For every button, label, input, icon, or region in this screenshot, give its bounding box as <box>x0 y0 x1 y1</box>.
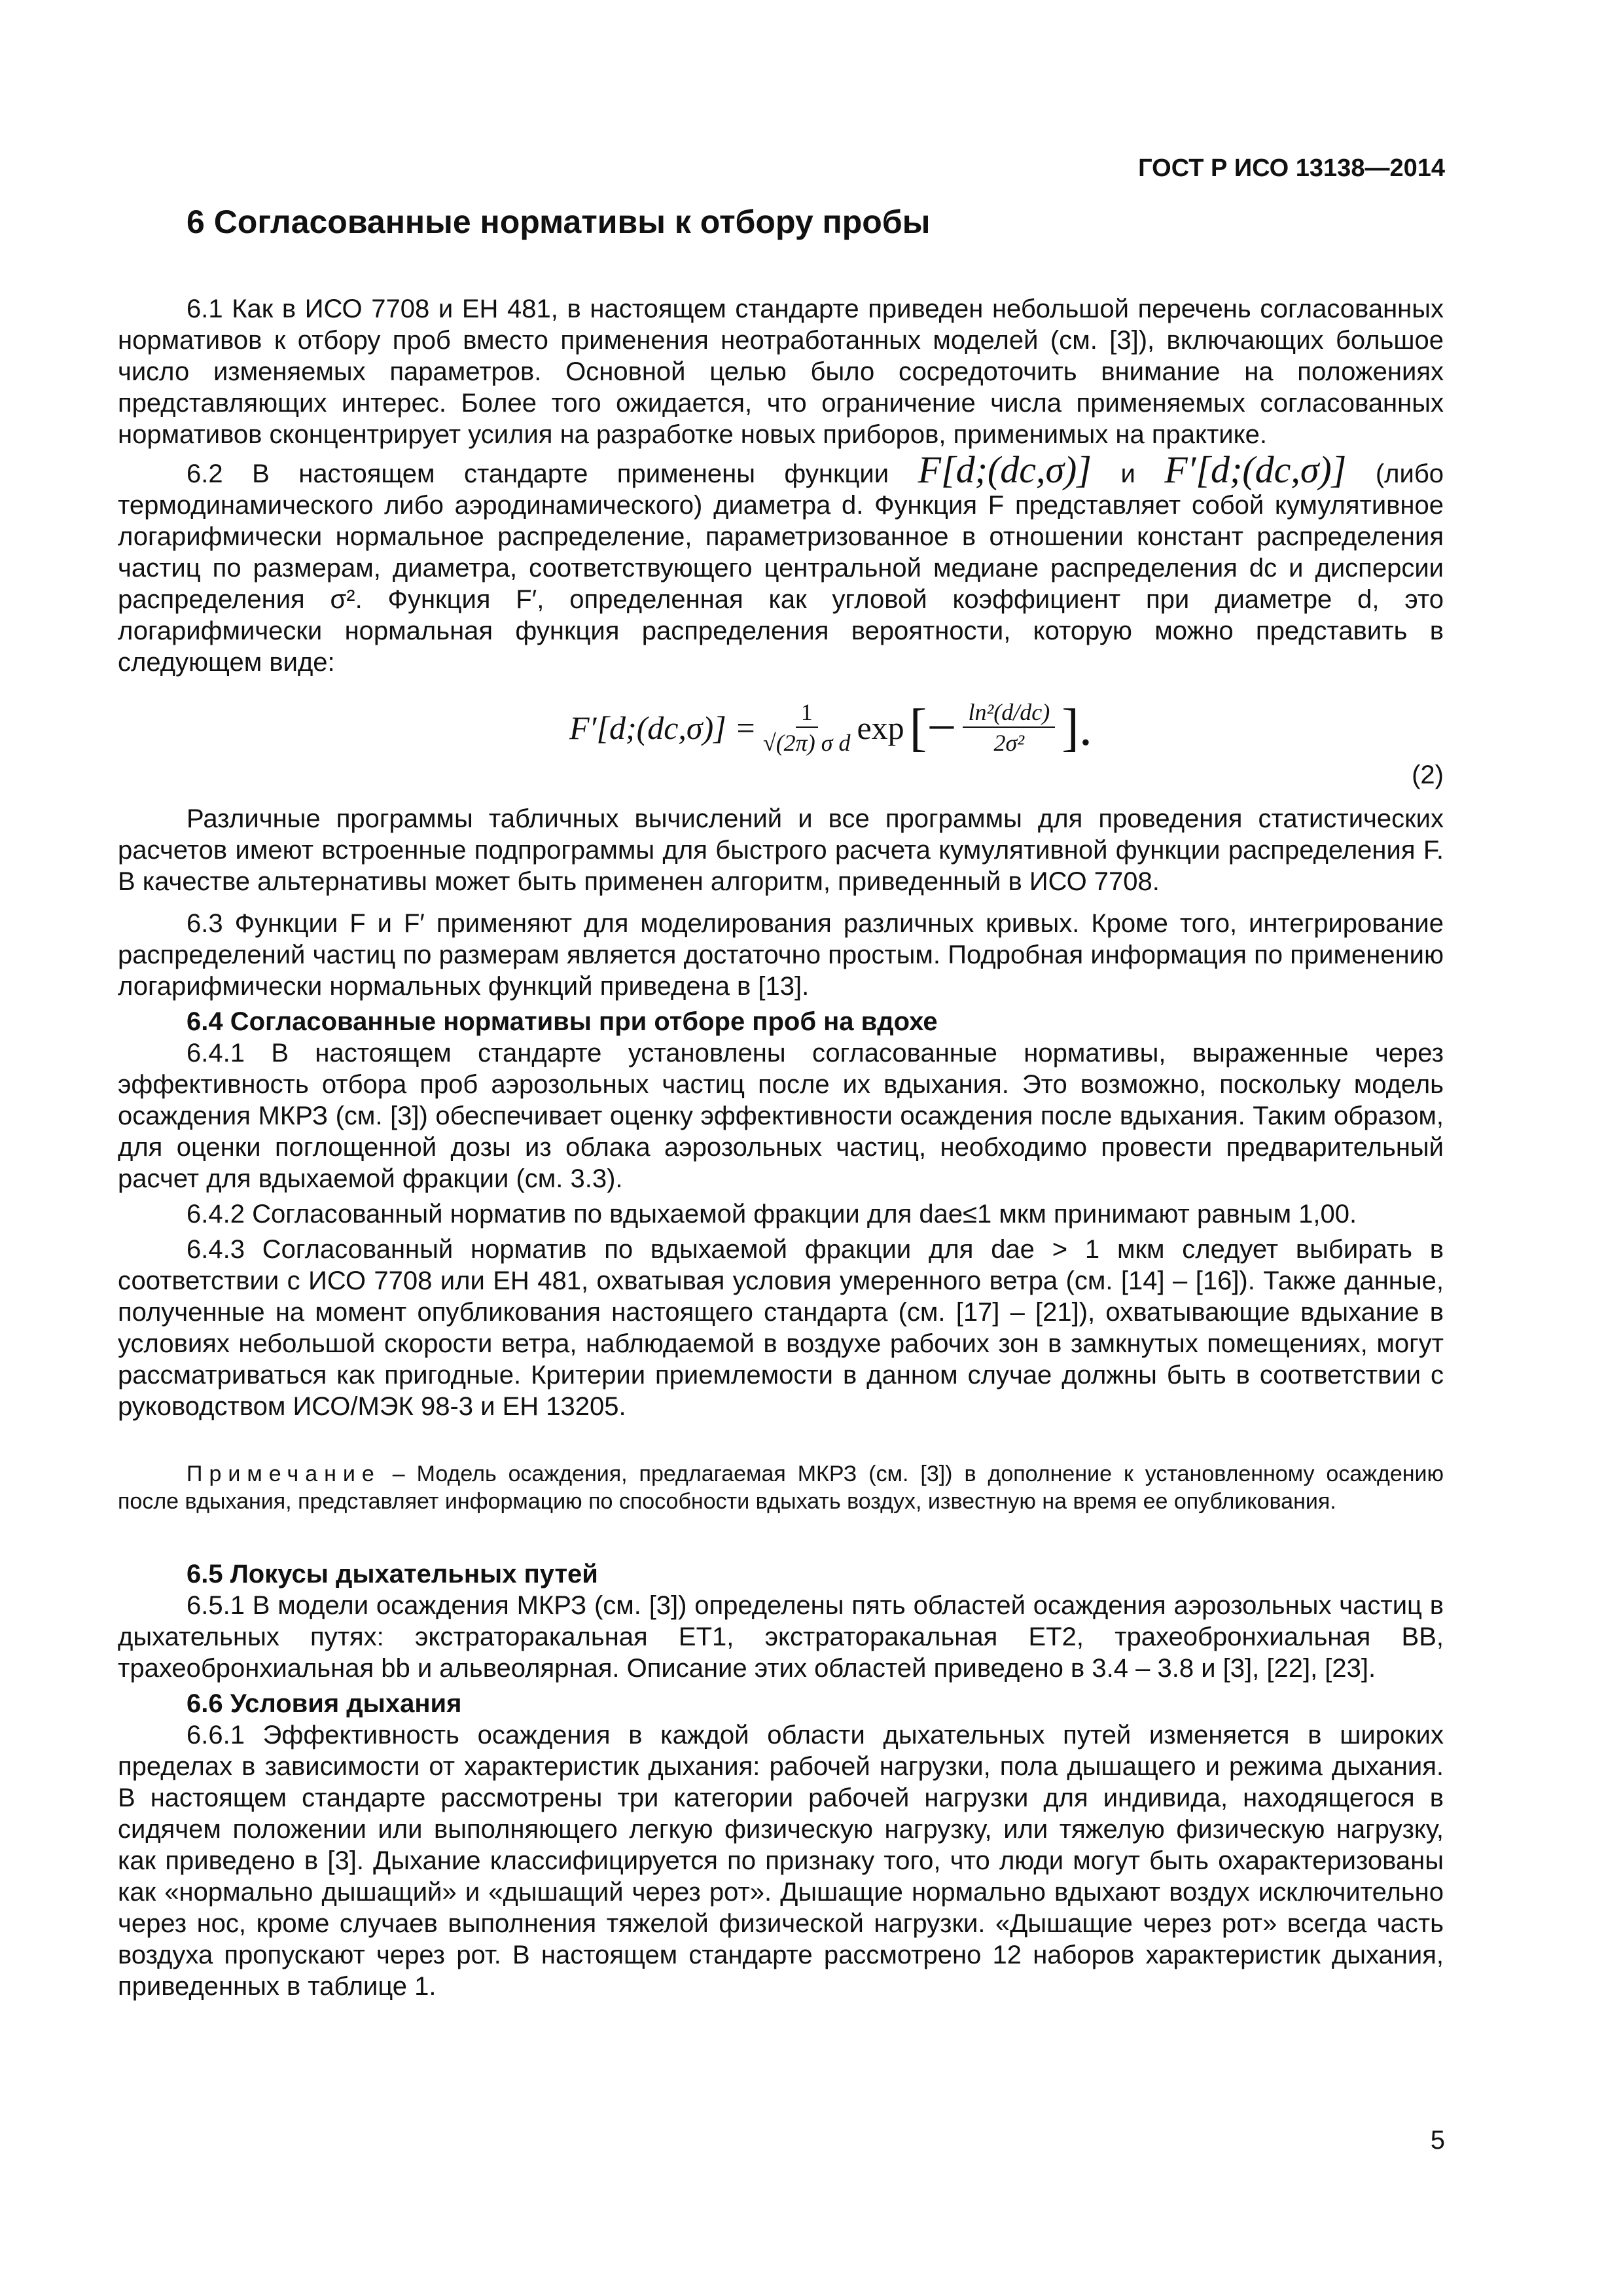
fraction-1-denominator: √(2π) σ d <box>762 730 851 756</box>
right-bracket: ]. <box>1061 698 1092 757</box>
paragraph-6-4-3: 6.4.3 Согласованный норматив по вдыхаемой фракции для dae > 1 мкм следует выбирать в соответствии с ИСО 7708 или ЕН 481, охватывая условия умеренного ветра (см. [14] – [16]). Также данные, полученные на момент опубликования настоящего стандарта (см. [17] – [21]), охватывающие вдыхание в условиях небольшой скорости ветра, наблюдаемой в воздухе рабочих зон в замкнутых помещениях, могут рассматриваться как пригодные. Критерии приемлемости в данном случае должны быть в соответствии с руководством ИСО/МЭК 98-3 и ЕН 13205. <box>118 1235 1444 1421</box>
heading-6-6: 6.6 Условия дыхания <box>187 1689 462 1718</box>
paragraph-6-6-1: 6.6.1 Эффективность осаждения в каждой области дыхательных путей изменяется в широких пределах в зависимости от характеристик дыхания: рабочей нагрузки, пола дышащего и режима дыхания. В настоящем стандарте рассмотрены три категории рабочей нагрузки для индивида, находящегося в сидячем положении или выполняющего легкую физическую нагрузку, или тяжелую физическую нагрузку, как приведено в [3]. Дыхание классифицируется по признаку того, что люди могут быть охарактеризованы как «нормально дышащий» и «дышащий через рот». Дышащие нормально вдыхают воздух исключительно через нос, кроме случаев выполнения тяжелой физической нагрузки. «Дышащие через рот» всегда часть воздуха пропускают через рот. В настоящем стандарте рассмотрено 12 наборов характеристик дыхания, приведенных в таблице 1. <box>118 1721 1444 2001</box>
formula-lhs: F′[d;(dc,σ)] = <box>569 709 757 746</box>
formula-fraction-2 <box>963 698 1055 758</box>
note-label: Примечание <box>187 1462 381 1486</box>
page-content <box>118 203 1444 2006</box>
paragraph-6-5-1: 6.5.1 В модели осаждения МКРЗ (см. [3]) определены пять областей осаждения аэрозольных частиц в дыхательных путях: экстраторакальная ET1, экстраторакальная ET2, трахеобронхиальная ВВ, трахеобронхиальная bb и альвеолярная. Описание этих областей приведено в 3.4 – 3.8 и [3], [22], [23]. <box>118 1591 1444 1683</box>
function-f-prime: F′[d;(dc,σ)] <box>1164 448 1347 491</box>
formula-number: (2) <box>1412 761 1444 789</box>
heading-6-5: 6.5 Локусы дыхательных путей <box>187 1560 598 1588</box>
formula-2 <box>118 682 1444 803</box>
paragraph-6-4-2: 6.4.2 Согласованный норматив по вдыхаемой фракции для dae≤1 мкм принимают равным 1,00. <box>187 1200 1357 1229</box>
formula-exp: exp <box>857 709 904 746</box>
fraction-2-numerator: ln²(d/dc) <box>963 698 1055 728</box>
p62-start: 6.2 В настоящем стандарте применены функции <box>187 459 889 488</box>
page-number: 5 <box>1430 2126 1445 2155</box>
fraction-1-numerator: 1 <box>796 698 818 728</box>
section-title: 6 Согласованные нормативы к отбору пробы <box>187 204 931 240</box>
paragraph-6-3: 6.3 Функции F и F′ применяют для моделирования различных кривых. Кроме того, интегрирование распределений частиц по размерам является достаточно простым. Подробная информация по применению логарифмически нормальных функций приведена в [13]. <box>118 909 1444 1001</box>
note-text: – Модель осаждения, предлагаемая МКРЗ (см. [3]) в дополнение к установленному осаждению после вдыхания, представляет информацию по способности вдыхать воздух, известную на время ее опубликования. <box>118 1462 1444 1514</box>
paragraph-6-1: 6.1 Как в ИСО 7708 и ЕН 481, в настоящем стандарте приведен небольшой перечень согласованных нормативов к отбору проб вместо применения неотработанных моделей (см. [3]), включающих большое число изменяемых параметров. Основной целью было сосредоточить внимание на положениях представляющих интерес. Более того ожидается, что ограничение числа применяемых согласованных нормативов сконцентрирует усилия на разработке новых приборов, применимых на практике. <box>118 295 1444 449</box>
function-f: F[d;(dc,σ)] <box>918 448 1092 491</box>
left-bracket: [− <box>909 698 957 757</box>
p62-rest: (либо термодинамического либо аэродинамического) диаметра d. Функция F представляет собой кумулятивное логарифмически нормальное распределение, параметризованное в отношении констант распределения частиц по размерам, диаметра, соответствующего центральной медиане распределения dc и дисперсии распределения σ². Функция F′, определенная как угловой коэффициент при диаметре d, это логарифмически нормальная функция распределения вероятности, которую можно представить в следующем виде: <box>118 459 1444 677</box>
heading-6-4: 6.4 Согласованные нормативы при отборе проб на вдохе <box>187 1007 938 1036</box>
paragraph-6-2 <box>118 448 1444 678</box>
paragraph-6-4-1: 6.4.1 В настоящем стандарте установлены согласованные нормативы, выраженные через эффективность отбора проб аэрозольных частиц после их вдыхания. Это возможно, поскольку модель осаждения МКРЗ (см. [3]) обеспечивает оценку эффективности осаждения после вдыхания. Таким образом, для оценки поглощенной дозы из облака аэрозольных частиц, необходимо провести предварительный расчет для вдыхаемой фракции (см. 3.3). <box>118 1039 1444 1193</box>
formula-fraction-1 <box>763 698 851 758</box>
fraction-2-denominator: 2σ² <box>993 730 1025 756</box>
formula-body <box>569 698 1092 758</box>
paragraph-after-formula: Различные программы табличных вычислений и все программы для проведения статистических расчетов имеют встроенные подпрограммы для быстрого расчета кумулятивной функции распределения F. В качестве альтернативы может быть применен алгоритм, приведенный в ИСО 7708. <box>118 804 1444 896</box>
note <box>118 1460 1444 1515</box>
standard-id: ГОСТ Р ИСО 13138—2014 <box>1138 154 1445 182</box>
p62-and: и <box>1120 459 1135 488</box>
